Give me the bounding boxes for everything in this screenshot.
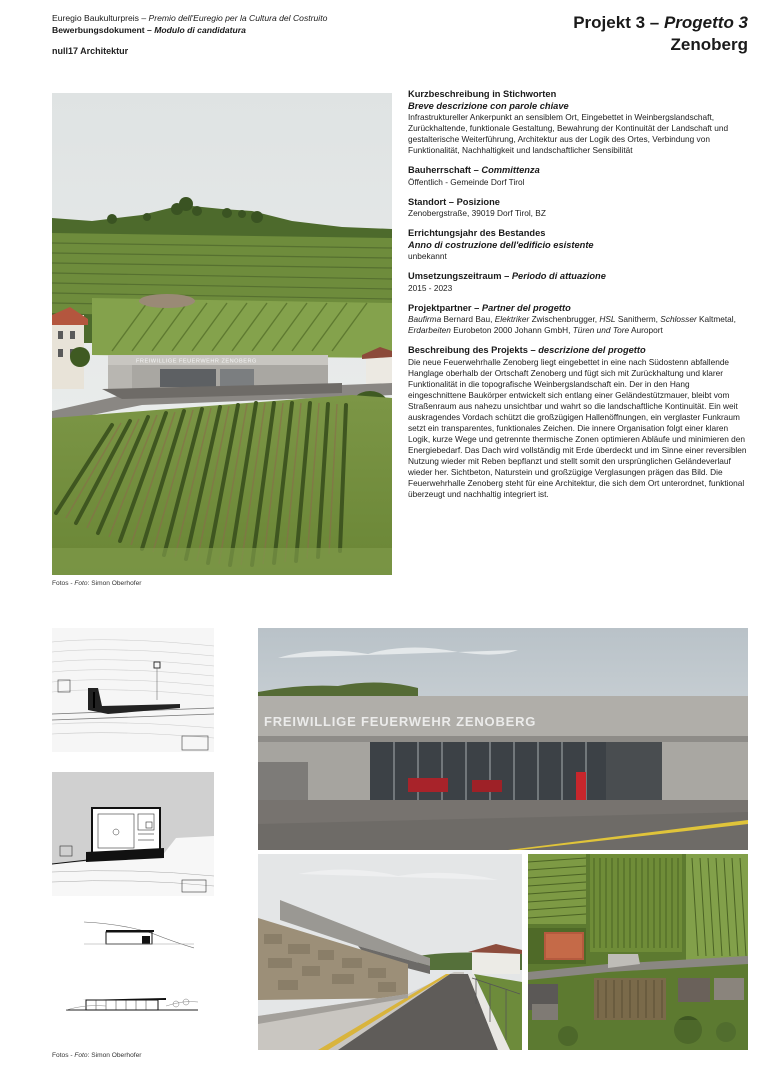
section-construction-year [408,228,748,262]
header-prize-de: Euregio Baukulturpreis [52,13,139,23]
road-wall-photo [258,854,522,1050]
section-location [408,197,748,220]
partner-role: HSL [599,314,616,324]
aerial-photo [528,854,748,1050]
heading-it: Posizione [456,196,500,207]
section-text [408,314,748,336]
hero-photo [52,93,392,575]
section-heading-it: Anno di costruzione dell'edificio esistente [408,239,594,250]
heading-it: Partner del progetto [481,302,571,313]
separator: – [446,196,457,207]
section-text: unbekannt [408,251,447,261]
section-text: 2015 - 2023 [408,282,453,293]
separator: – [471,165,482,175]
credit-label-it: Foto [74,580,88,587]
section-partners [408,303,748,337]
partner-role: Erdarbeiten [408,325,451,335]
separator: – [138,13,149,23]
facade-signage: FREIWILLIGE FEUERWEHR ZENOBERG [264,714,537,729]
partner-role: Baufirma [408,314,442,324]
section-client [408,165,748,188]
heading-it: Committenza [481,165,540,175]
section-text: Zenobergstraße, 39019 Dorf Tirol, BZ [408,208,546,218]
credit-name: : Simon Oberhofer [87,580,142,587]
section-heading: Errichtungsjahr des Bestandes [408,228,546,238]
facade-photo [258,628,748,850]
heading-de: Bauherrschaft [408,165,472,175]
photo-credit-top [52,580,141,587]
project-info-column [408,89,748,509]
separator: – [501,271,512,281]
heading-it: descrizione del progetto [538,345,646,355]
heading-de: Beschreibung des Projekts [408,345,528,355]
partner-name: Zwischenbrugger, [529,314,600,324]
header-doc-it: Modulo di candidatura [154,25,246,35]
heading-de: Umsetzungszeitraum [408,271,502,281]
project-label-de: Projekt 3 [573,13,646,32]
separator: – [645,13,664,32]
heading-de: Standort [408,196,447,207]
credit-label-de: Fotos - [52,1052,75,1059]
project-name: Zenoberg [670,35,748,54]
elevation-drawing [66,986,198,1022]
section-heading [408,345,748,357]
header-line-2 [52,24,246,36]
credit-label-de: Fotos - [52,580,75,587]
project-title [573,12,748,56]
separator: – [527,345,539,355]
section-drawing [84,914,194,954]
section-short-description [408,89,748,156]
site-plan-drawing [52,628,214,752]
section-heading [408,197,748,209]
partner-role: Schlosser [660,314,697,324]
section-project-description [408,345,748,500]
section-heading: Kurzbeschreibung in Stichworten [408,89,557,99]
partner-role: Türen und Tore [572,325,630,335]
section-text: Die neue Feuerwehrhalle Zenoberg liegt eingebettet in eine nach Südostenn abfallende Hanglage oberhalb der Ortschaft Zenoberg und fügt sich mit Zurückhaltung und klarer Funktionalität in die topografische Weinbergslandschaft ein. Der in den Hang eingeschnittene Baukörper entwickelt sich entlang einer Geländestützmauer, bleibt vom Straßenraum aus nahezu unsichtbar und wahrt so die landschaftliche Kontinuität. Ein weit auskragendes Vordach schützt die großzügigen Hallenöffnungen, ein verglaster Funkraum setzt ein transparentes, funktionales Zeichen. Die innere Organisation folgt einer klaren Logik, kurze Wege und getrennte thermische Zonen optimieren Abläufe und minimieren den Energiebedarf. Das Dach wird vollständig mit Erde überdeckt und im Sinne einer reversiblen Nutzung wieder mit Reben bepflanzt und stellt somit den ursprünglichen Geländeverlauf wieder her. Sichtbeton, Naturstein und großzügige Verglasungen prägen das Bild. Die Feuerwehrhalle Zenoberg steht für eine Architektur, die sich dem Ort unterordnet, funktional überzeugt und nachhaltig integriert ist. [408,356,747,499]
credit-label-it: Foto [74,1052,88,1059]
section-heading-it: Breve descrizione con parole chiave [408,100,569,111]
floor-plan-drawing [52,772,214,896]
project-number [573,12,748,34]
partner-name: Kaltmetal, [696,314,736,324]
section-heading [408,165,748,177]
heading-it: Periodo di attuazione [511,271,606,281]
section-heading [408,271,748,283]
partner-name: Bernard Bau, [441,314,495,324]
project-label-it: Progetto 3 [663,13,748,32]
separator: – [471,302,482,313]
section-heading [408,303,748,315]
hero-signage: FREIWILLIGE FEUERWEHR ZENOBERG [136,358,257,365]
section-text: Öffentlich - Gemeinde Dorf Tirol [408,176,525,187]
section-text: Infrastruktureller Ankerpunkt an sensiblem Ort, Eingebettet in Weinbergslandschaft, Zurückhaltende, funktionale Gestaltung, Bewahrung der Kontinuität der Landschaft und gestalterische Weiterführung, Architektur aus der Logik des Ortes, Verbindung von Funktionalität, Nachhaltigkeit und landschaftlicher Sensibilität [408,112,729,155]
header-prize-it: Premio dell'Euregio per la Cultura del Costruito [148,13,328,23]
partner-name: Sanitherm, [615,314,661,324]
separator: – [144,25,155,35]
partner-name: Auroport [629,325,663,335]
header-doc-de: Bewerbungsdokument [52,25,145,35]
partner-role: Elektriker [494,314,530,324]
heading-de: Projektpartner [408,302,472,313]
photo-credit-bottom [52,1052,141,1059]
section-period [408,271,748,294]
architect-name: null17 Architektur [52,46,129,56]
credit-name: : Simon Oberhofer [87,1052,142,1059]
partner-name: Eurobeton 2000 Johann GmbH, [450,325,573,335]
header-line-1 [52,12,327,24]
